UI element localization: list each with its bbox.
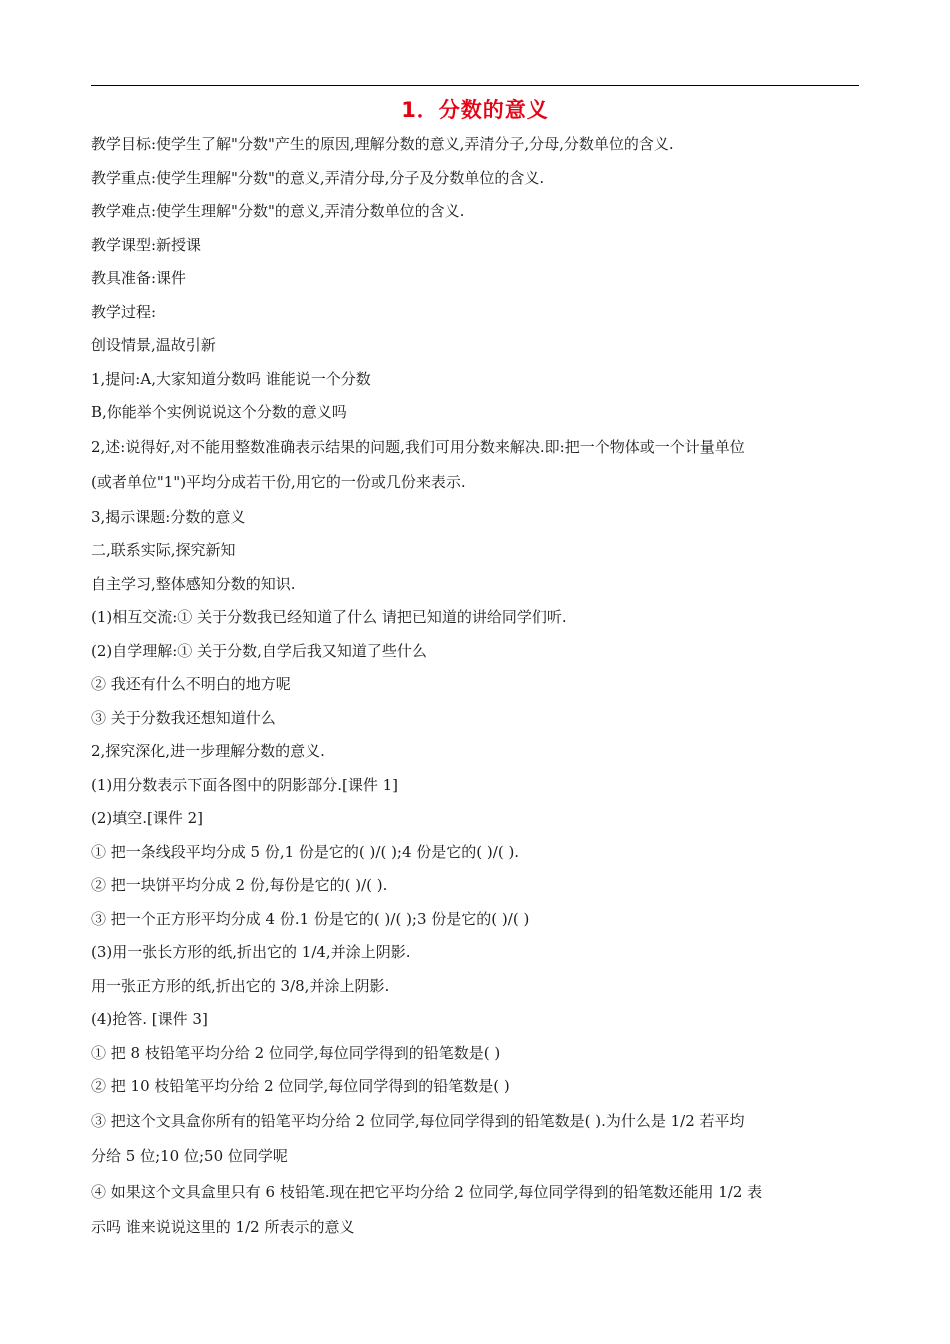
- text-line: 示吗 谁来说说这里的 1/2 所表示的意义: [91, 1218, 355, 1236]
- text-line-materials: 教具准备:课件: [91, 269, 187, 287]
- section-heading: 二,联系实际,探究新知: [91, 541, 236, 559]
- text-line: 分给 5 位;10 位;50 位同学呢: [91, 1147, 288, 1165]
- text-line: 创设情景,温故引新: [91, 336, 216, 354]
- text-line: (1)用分数表示下面各图中的阴影部分.[课件 1]: [91, 775, 399, 794]
- text-line: ③ 关于分数我还想知道什么: [91, 708, 276, 727]
- text-line: ① 把 8 枝铅笔平均分给 2 位同学,每位同学得到的铅笔数是( ): [91, 1043, 501, 1062]
- text-line: ② 我还有什么不明白的地方呢: [91, 675, 291, 693]
- text-line: 2,述:说得好,对不能用整数准确表示结果的问题,我们可用分数来解决.即:把一个物体或一个计量单位: [91, 437, 745, 456]
- text-line: ① 把一条线段平均分成 5 份,1 份是它的( )/( );4 份是它的( )/( ).: [91, 842, 520, 861]
- text-line-key-point: 教学重点:使学生理解"分数"的意义,弄清分母,分子及分数单位的含义.: [91, 168, 545, 187]
- text-line: (2)自学理解:① 关于分数,自学后我又知道了些什么: [91, 641, 427, 660]
- text-line: 2,探究深化,进一步理解分数的意义.: [91, 742, 325, 760]
- text-line: B,你能举个实例说说这个分数的意义吗: [91, 403, 347, 421]
- text-line: (3)用一张长方形的纸,折出它的 1/4,并涂上阴影.: [91, 943, 411, 961]
- text-line-lesson-type: 教学课型:新授课: [91, 235, 202, 254]
- text-line: 用一张正方形的纸,折出它的 3/8,并涂上阴影.: [91, 976, 390, 995]
- text-line-objective: 教学目标:使学生了解"分数"产生的原因,理解分数的意义,弄清分子,分母,分数单位的含义.: [91, 135, 674, 153]
- text-line: 自主学习,整体感知分数的知识.: [91, 574, 296, 593]
- header-rule: [91, 85, 859, 86]
- text-line: 3,揭示课题:分数的意义: [91, 507, 246, 526]
- text-line-process: 教学过程:: [91, 302, 157, 321]
- text-line: (或者单位"1")平均分成若干份,用它的一份或几份来表示.: [91, 473, 466, 491]
- text-line: ② 把一块饼平均分成 2 份,每份是它的( )/( ).: [91, 876, 388, 894]
- text-line: (1)相互交流:① 关于分数我已经知道了什么 请把已知道的讲给同学们听.: [91, 608, 567, 626]
- text-line-difficulty: 教学难点:使学生理解"分数"的意义,弄清分数单位的含义.: [91, 202, 465, 220]
- text-line: ② 把 10 枝铅笔平均分给 2 位同学,每位同学得到的铅笔数是( ): [91, 1077, 510, 1095]
- document-body: [91, 128, 861, 1246]
- document-title: 1．分数的意义: [401, 98, 549, 122]
- text-line: (2)填空.[课件 2]: [91, 809, 204, 827]
- text-line: (4)抢答. [课件 3]: [91, 1010, 208, 1028]
- text-line: ③ 把一个正方形平均分成 4 份.1 份是它的( )/( );3 份是它的( )/( ): [91, 909, 530, 928]
- text-line: 1,提问:A,大家知道分数吗 谁能说一个分数: [91, 369, 371, 388]
- text-line: ③ 把这个文具盒你所有的铅笔平均分给 2 位同学,每位同学得到的铅笔数是( ).为什么是 1/2 若平均: [91, 1111, 745, 1130]
- text-line: ④ 如果这个文具盒里只有 6 枝铅笔.现在把它平均分给 2 位同学,每位同学得到的铅笔数还能用 1/2 表: [91, 1182, 763, 1201]
